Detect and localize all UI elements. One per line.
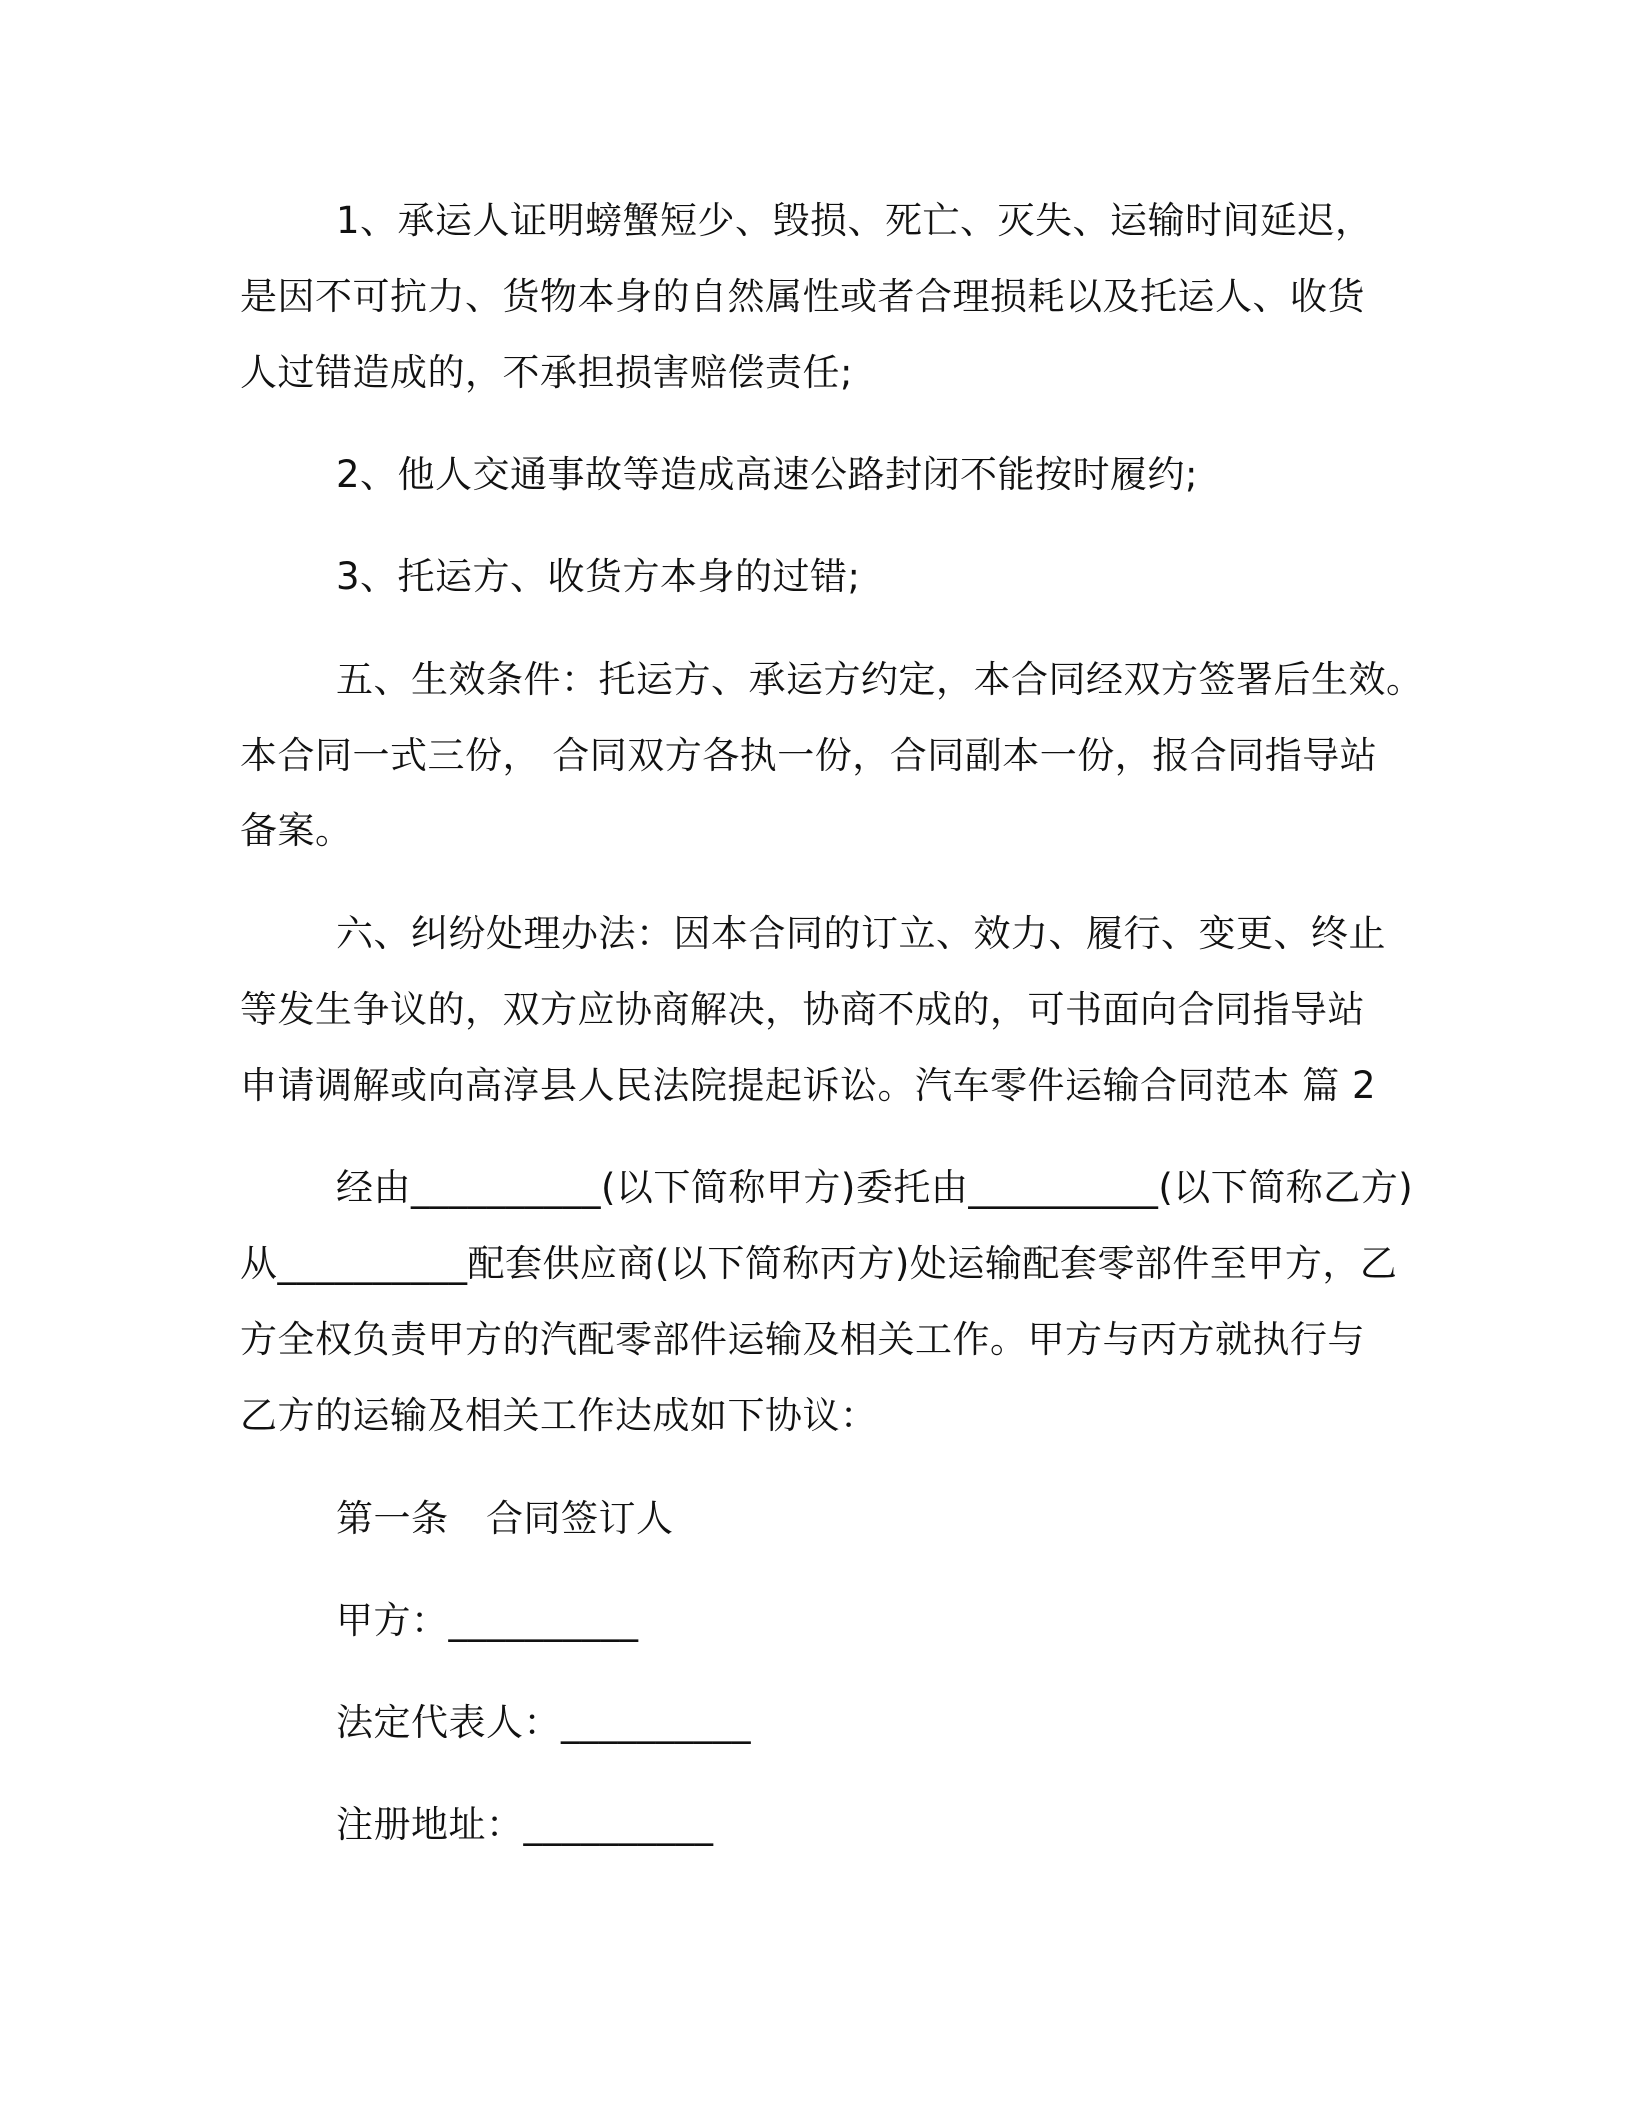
agreement-intro-line-4: 乙方的运输及相关工作达成如下协议：: [240, 1394, 878, 1437]
section-6-line-3: 申请调解或向高淳县人民法院提起诉讼。汽车零件运输合同范本 篇 2: [240, 1064, 1377, 1107]
clause-3: 3、托运方、收货方本身的过错;: [336, 555, 861, 598]
section-6-line-2: 等发生争议的，双方应协商解决，协商不成的，可书面向合同指导站: [240, 988, 1365, 1031]
registered-address-field: 注册地址：__________: [336, 1803, 714, 1846]
section-5-line-1: 五、生效条件：托运方、承运方约定，本合同经双方签署后生效。: [336, 658, 1424, 701]
article-1-heading: 第一条 合同签订人: [336, 1497, 674, 1540]
agreement-intro-line-3: 方全权负责甲方的汽配零部件运输及相关工作。甲方与丙方就执行与: [240, 1318, 1365, 1361]
clause-1-line-1: 1、承运人证明螃蟹短少、毁损、死亡、灭失、运输时间延迟，: [336, 199, 1373, 242]
clause-1-line-2: 是因不可抗力、货物本身的自然属性或者合理损耗以及托运人、收货: [240, 275, 1365, 318]
party-a-field: 甲方：__________: [336, 1599, 639, 1642]
section-5-line-3: 备案。: [240, 809, 353, 852]
section-5-line-2: 本合同一式三份， 合同双方各执一份，合同副本一份，报合同指导站: [240, 734, 1378, 777]
legal-representative-field: 法定代表人：__________: [336, 1701, 751, 1744]
agreement-intro-line-1: 经由__________(以下简称甲方)委托由__________(以下简称乙方): [336, 1166, 1414, 1209]
section-6-line-1: 六、纠纷处理办法：因本合同的订立、效力、履行、变更、终止: [336, 912, 1386, 955]
clause-2: 2、他人交通事故等造成高速公路封闭不能按时履约;: [336, 453, 1199, 496]
clause-1-line-3: 人过错造成的，不承担损害赔偿责任;: [240, 351, 853, 394]
agreement-intro-line-2: 从__________配套供应商(以下简称丙方)处运输配套零部件至甲方，乙: [240, 1242, 1398, 1285]
